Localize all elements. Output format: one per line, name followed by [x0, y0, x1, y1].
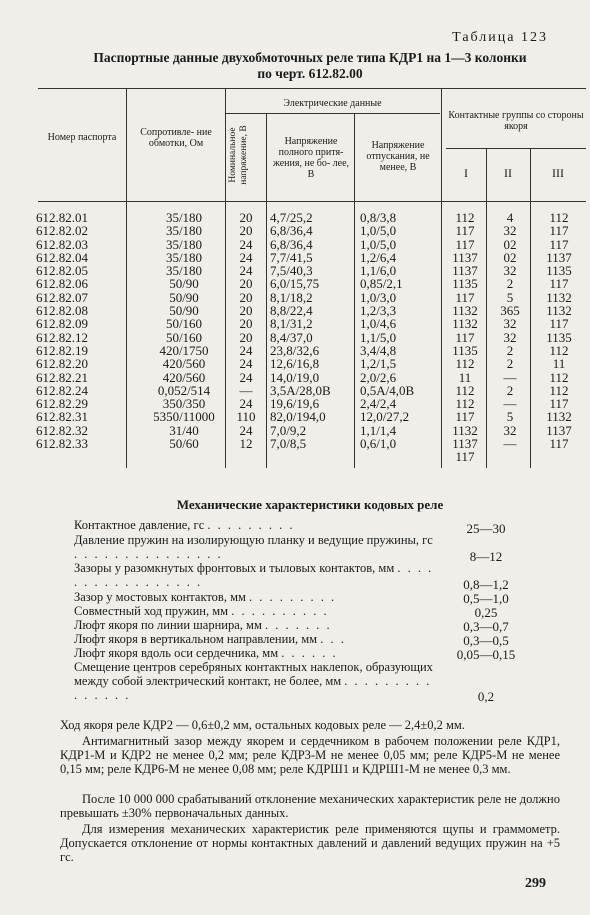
hdr-passport: Номер паспорта [47, 132, 117, 143]
mech-label-4: Совместный ход пружин, мм . . . . . . . . . . [74, 604, 329, 618]
mech-value-8: 0,2 [477, 689, 495, 704]
hdr-contact-groups: Контактные группы со стороны якоря [448, 110, 584, 132]
mech-label-5: Люфт якоря по линии шарнира, мм . . . . . . . [74, 618, 332, 632]
mech-label-6: Люфт якоря в вертикальном направлении, мм . . . [74, 632, 346, 646]
page-number: 299 [525, 876, 546, 891]
col-release-voltage: 0,8/3,8 1,0/5,0 1,0/5,0 1,2/6,4 1,1/6,0 0,85/2,1 1,0/3,0 1,2/3,3 1,0/4,6 1,1/5,0 3,4/4,8 1,2/1,5 2,0/2,6 0,5А/4,0В 2,4/2,4 12,0/27,2 1,1/1,4 0,6/1,0 [360, 210, 415, 452]
mech-value-4: 0,25 [474, 605, 498, 620]
mech-label-0: Контактное давление, гс . . . . . . . . . [74, 518, 295, 532]
mech-title: Механические характеристики кодовых реле [176, 497, 444, 512]
hdr-group-2: II [504, 166, 512, 180]
mech-value-7: 0,05—0,15 [456, 647, 516, 662]
mech-value-6: 0,3—0,5 [463, 633, 509, 648]
paragraph-1: Ход якоря реле КДР2 — 0,6±0,2 мм, остальных кодовых реле — 2,4±0,2 мм. [60, 718, 465, 732]
paragraph-3: После 10 000 000 срабатываний отклонение механических характеристик реле не должно превышать ±30% первоначальных данных. [60, 792, 560, 820]
table-number: Таблица 123 [452, 30, 548, 45]
table-title-line1: Паспортные данные двухобмоточных реле типа КДР1 на 1—3 колонки [93, 50, 527, 65]
mech-value-2: 0,8—1,2 [463, 577, 509, 592]
mech-label-8: Смещение центров серебряных контактных наклепок, образующих между собой электрический контакт, не более, мм . . . . . . . . . . . . . . . [74, 660, 433, 702]
col-pull-voltage: 4,7/25,2 6,8/36,4 6,8/36,4 7,7/41,5 7,5/40,3 6,0/15,75 8,1/18,2 8,8/22,4 8,1/31,2 8,4/37,0 23,8/32,6 12,6/16,8 14,0/19,0 3,5А/28,0В 19,6/19,6 82,0/194,0 7,0/9,2 7,0/8,5 [270, 210, 331, 452]
mech-label-7: Люфт якоря вдоль оси сердечника, мм . . . . . . [74, 646, 338, 660]
hdr-group-3: III [552, 166, 564, 180]
mech-label-1: Давление пружин на изолирующую планку и ведущие пружины, гс . . . . . . . . . . . . . . . [74, 533, 433, 561]
mech-label-3: Зазор у мостовых контактов, мм . . . . . . . . . [74, 590, 337, 604]
col-divider-3 [266, 113, 267, 468]
col-divider-4 [354, 113, 355, 468]
table-header-rule [38, 201, 586, 202]
mech-value-0: 25—30 [466, 521, 506, 536]
hdr-electrical: Электрические данные [283, 98, 382, 109]
col-divider-1 [126, 88, 127, 468]
hdr-resistance: Сопротивле- ние обмотки, Ом [140, 127, 212, 149]
hdr-group-1: I [464, 166, 468, 180]
mech-value-1: 8—12 [469, 549, 503, 564]
col-divider-5 [441, 88, 442, 468]
col-group-2: 4 32 02 02 32 2 5 365 32 32 2 2 — 2 — 5 32 — [500, 210, 520, 452]
table-title-line2: по черт. 612.82.00 [257, 66, 363, 81]
col-group-1: 112 117 117 1137 1137 1135 117 1132 1132 117 1135 112 11 112 112 117 1132 1137 117 [452, 210, 478, 465]
mech-value-5: 0,3—0,7 [463, 619, 509, 634]
mech-label-2: Зазоры у разомкнутых фронтовых и тыловых контактов, мм . . . . . . . . . . . . . . . . . [74, 561, 434, 589]
mech-value-3: 0,5—1,0 [463, 591, 509, 606]
electrical-subrule [225, 113, 440, 114]
hdr-nominal: Номинальное напряжение, В [228, 125, 249, 185]
col-group-3: 112 117 117 1137 1135 117 1132 1132 117 1135 112 11 112 112 117 1132 1137 117 [546, 210, 572, 452]
col-passport-numbers: 612.82.01 612.82.02 612.82.03 612.82.04 612.82.05 612.82.06 612.82.07 612.82.08 612.82.09 612.82.12 612.82.19 612.82.20 612.82.21 612.82.24 612.82.29 612.82.31 612.82.32 612.82.33 [36, 210, 88, 452]
table-top-rule [38, 88, 586, 89]
paragraph-2: Антимагнитный зазор между якорем и сердечником в рабочем положении реле КДР1, КДР1-М и КДР2 не менее 0,2 мм; реле КДР3-М не менее 0,05 мм; реле КДР5-М не менее 0,15 мм; реле КДР6-М не менее 0,08 мм; реле КДРШ1 и КДРШ1-М не менее 0,3 мм. [60, 734, 560, 776]
hdr-release: Напряжение отпускания, не менее, В [366, 140, 430, 173]
paragraph-4: Для измерения механических характеристик реле применяются щупы и граммометр. Допускается отклонение от нормы контактных давлений и давлений ведущих пружин на +5 гс. [60, 822, 560, 864]
col-resistance: 35/180 35/180 35/180 35/180 35/180 50/90 50/90 50/90 50/160 50/160 420/1750 420/560 420/560 0,052/514 350/350 5350/11000 31/40 50/60 [153, 210, 215, 452]
col-nominal-voltage: 20 20 24 24 24 20 20 20 20 20 24 24 24 — 24 110 24 12 [236, 210, 256, 452]
groups-subrule [446, 148, 586, 149]
hdr-pull: Напряжение полного притя- жения, не бо- лее, В [272, 136, 350, 180]
